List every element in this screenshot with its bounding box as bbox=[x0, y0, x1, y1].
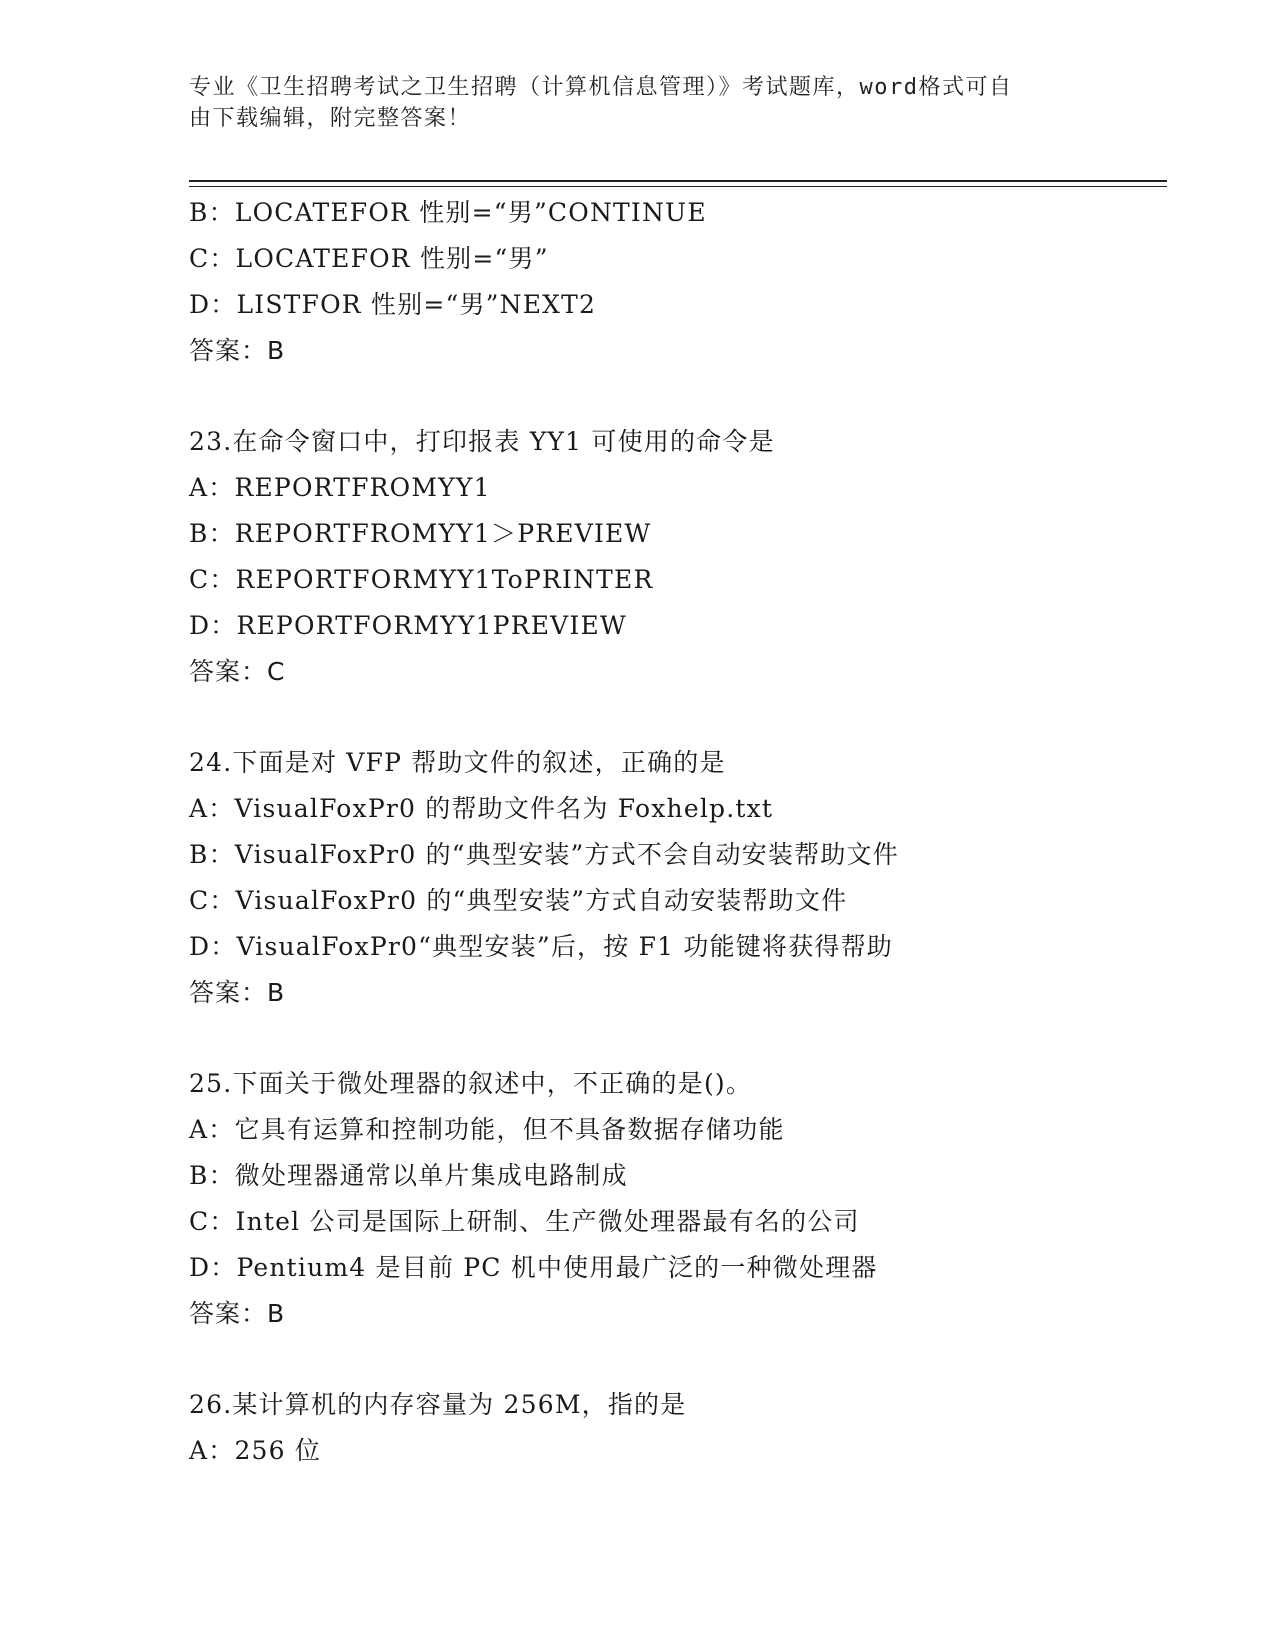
answer-line: 答案：B bbox=[189, 336, 286, 365]
option-a: A：VisualFoxPr0 的帮助文件名为 Foxhelp.txt bbox=[189, 794, 774, 823]
question-26 bbox=[189, 1382, 1189, 1474]
question-stem: 26.某计算机的内存容量为 256M，指的是 bbox=[189, 1390, 687, 1419]
header-rule-thick bbox=[189, 180, 1167, 182]
header-line-1: 专业《卫生招聘考试之卫生招聘（计算机信息管理）》考试题库，word格式可自 bbox=[189, 75, 1013, 100]
option-b: B：VisualFoxPr0 的“典型安装”方式不会自动安装帮助文件 bbox=[189, 840, 899, 869]
question-25 bbox=[189, 1061, 1189, 1337]
answer-line: 答案：C bbox=[189, 657, 286, 686]
document-header bbox=[189, 72, 1069, 134]
option-c: C：Intel 公司是国际上研制、生产微处理器最有名的公司 bbox=[189, 1207, 860, 1236]
header-line-2: 由下载编辑，附完整答案！ bbox=[189, 106, 472, 131]
option-b: B：微处理器通常以单片集成电路制成 bbox=[189, 1161, 628, 1190]
question-23 bbox=[189, 419, 1189, 695]
option-d: D：LISTFOR 性别=“男”NEXT2 bbox=[189, 290, 597, 319]
answer-line: 答案：B bbox=[189, 978, 286, 1007]
option-b: B：LOCATEFOR 性别=“男”CONTINUE bbox=[189, 198, 707, 227]
option-c: C：REPORTFORMYY1ToPRINTER bbox=[189, 565, 654, 594]
option-c: C：LOCATEFOR 性别=“男” bbox=[189, 244, 549, 273]
option-d: D：VisualFoxPr0“典型安装”后，按 F1 功能键将获得帮助 bbox=[189, 932, 894, 961]
question-list bbox=[189, 190, 1189, 1474]
option-a: A：它具有运算和控制功能，但不具备数据存储功能 bbox=[189, 1115, 785, 1144]
option-d: D：REPORTFORMYY1PREVIEW bbox=[189, 611, 627, 640]
option-b: B：REPORTFROMYY1＞PREVIEW bbox=[189, 519, 652, 548]
option-d: D：Pentium4 是目前 PC 机中使用最广泛的一种微处理器 bbox=[189, 1253, 878, 1282]
header-rule-thin bbox=[189, 186, 1167, 187]
option-a: A：256 位 bbox=[189, 1436, 322, 1465]
question-stem: 24.下面是对 VFP 帮助文件的叙述，正确的是 bbox=[189, 748, 726, 777]
question-stem: 25.下面关于微处理器的叙述中，不正确的是()。 bbox=[189, 1069, 753, 1098]
question-24 bbox=[189, 740, 1189, 1016]
option-a: A：REPORTFROMYY1 bbox=[189, 473, 491, 502]
question-22-continued bbox=[189, 190, 1189, 374]
question-stem: 23.在命令窗口中，打印报表 YY1 可使用的命令是 bbox=[189, 427, 775, 456]
option-c: C：VisualFoxPr0 的“典型安装”方式自动安装帮助文件 bbox=[189, 886, 848, 915]
answer-line: 答案：B bbox=[189, 1299, 286, 1328]
